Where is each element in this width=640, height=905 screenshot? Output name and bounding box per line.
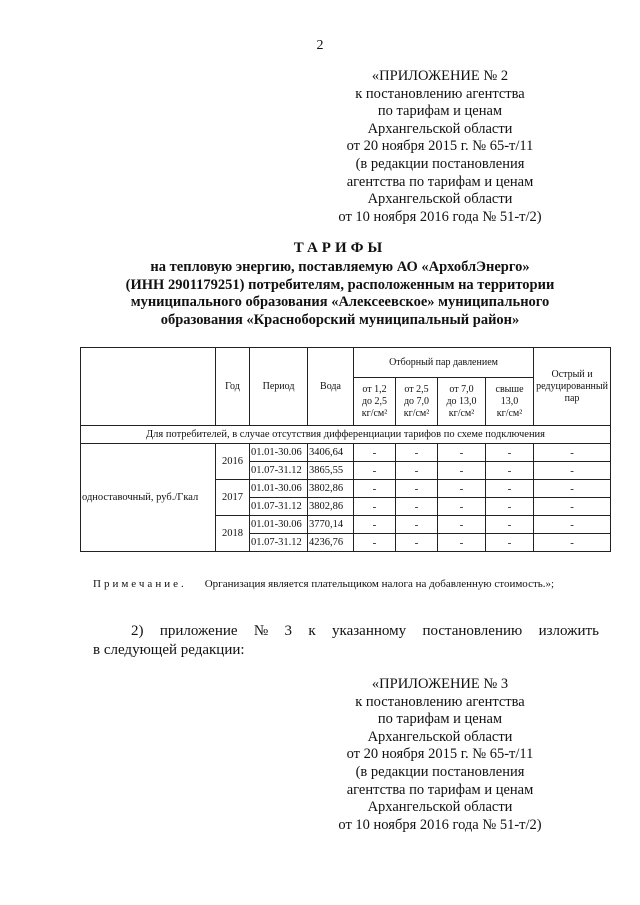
table-row <box>81 444 611 462</box>
appendix-line: к постановлению агентства <box>355 85 525 102</box>
header-text: кг/см² <box>496 407 523 419</box>
water-value: 4236,76 <box>308 534 354 552</box>
dash-cell: - <box>438 534 486 552</box>
year-cell: 2016 <box>216 444 250 480</box>
dash-cell: - <box>534 444 611 462</box>
dash-cell: - <box>534 498 611 516</box>
header-text: пар <box>564 392 580 404</box>
appendix-line: от 20 ноября 2015 г. № 65-т/11 <box>346 138 534 155</box>
dash-cell: - <box>486 498 534 516</box>
appendix-line: (в редакции постановления <box>355 155 525 172</box>
header-13 <box>486 378 534 426</box>
paragraph-word: 2) <box>131 623 144 639</box>
dash-cell: - <box>354 462 396 480</box>
year-cell: 2018 <box>216 516 250 552</box>
document-subtitle <box>60 259 620 329</box>
tariff-table <box>80 347 611 552</box>
page-number: 2 <box>316 38 324 53</box>
paragraph-word: к <box>308 623 316 639</box>
row-label: одноставочный, руб./Гкал <box>81 444 216 552</box>
appendix-line: Архангельской области <box>367 728 513 745</box>
appendix-3-header <box>310 676 570 834</box>
dash-cell: - <box>396 534 438 552</box>
dash-cell: - <box>534 534 611 552</box>
header-1-2 <box>354 378 396 426</box>
period-cell: 01.01-30.06 <box>250 480 308 498</box>
dash-cell: - <box>396 498 438 516</box>
header-text: до 7,0 <box>403 395 430 407</box>
header-text: Острый и <box>551 368 593 380</box>
paragraph-word: изложить <box>538 623 599 639</box>
header-text: кг/см² <box>448 407 475 419</box>
header-7-0 <box>438 378 486 426</box>
water-value: 3406,64 <box>308 444 354 462</box>
dash-cell: - <box>438 498 486 516</box>
dash-cell: - <box>354 498 396 516</box>
water-value: 3865,55 <box>308 462 354 480</box>
header-text: от 7,0 <box>449 383 474 395</box>
dash-cell: - <box>438 462 486 480</box>
dash-cell: - <box>354 444 396 462</box>
water-value: 3770,14 <box>308 516 354 534</box>
header-text: от 1,2 <box>362 383 387 395</box>
appendix-line: агентства по тарифам и ценам <box>346 781 534 798</box>
header-text: свыше <box>495 383 524 395</box>
appendix-line: (в редакции постановления <box>355 763 525 780</box>
dash-cell: - <box>486 516 534 534</box>
document-title: ТАРИФЫ <box>293 240 387 256</box>
appendix-line: к постановлению агентства <box>355 693 525 710</box>
dash-cell: - <box>396 462 438 480</box>
dash-cell: - <box>354 516 396 534</box>
header-period: Период <box>250 348 308 426</box>
dash-cell: - <box>354 480 396 498</box>
header-text: до 13,0 <box>446 395 477 407</box>
note-text: Организация является плательщиком налога на добавленную стоимость.»; <box>204 578 555 590</box>
water-value: 3802,86 <box>308 480 354 498</box>
header-text: кг/см² <box>361 407 388 419</box>
dash-cell: - <box>486 534 534 552</box>
appendix-line: от 10 ноября 2016 года № 51-т/2) <box>338 208 542 225</box>
period-cell: 01.01-30.06 <box>250 444 308 462</box>
header-text: от 2,5 <box>404 383 429 395</box>
header-steam-group: Отборный пар давлением <box>354 348 534 378</box>
dash-cell: - <box>396 516 438 534</box>
appendix-line: «ПРИЛОЖЕНИЕ № 3 <box>371 676 509 692</box>
dash-cell: - <box>438 516 486 534</box>
subtitle-line: муниципального образования «Алексеевское» муниципального <box>130 294 550 310</box>
dash-cell: - <box>438 480 486 498</box>
table-note <box>93 578 554 590</box>
header-2-5 <box>396 378 438 426</box>
dash-cell: - <box>486 444 534 462</box>
paragraph-line: в следующей редакции: <box>93 642 245 658</box>
header-sharp-steam <box>534 348 611 426</box>
header-text: 13,0 <box>500 395 519 407</box>
header-text: редуцированный <box>536 380 608 392</box>
period-cell: 01.07-31.12 <box>250 534 308 552</box>
note-label: Примечание. <box>93 578 187 590</box>
period-cell: 01.07-31.12 <box>250 462 308 480</box>
paragraph-word: указанному <box>332 623 407 639</box>
period-cell: 01.07-31.12 <box>250 498 308 516</box>
appendix-line: Архангельской области <box>367 120 513 137</box>
appendix-2-header <box>310 68 570 226</box>
appendix-line: от 10 ноября 2016 года № 51-т/2) <box>338 816 542 833</box>
dash-cell: - <box>486 462 534 480</box>
appendix-line: по тарифам и ценам <box>377 711 503 728</box>
header-text: кг/см² <box>403 407 430 419</box>
water-value: 3802,86 <box>308 498 354 516</box>
dash-cell: - <box>534 516 611 534</box>
paragraph-word: постановлению <box>422 623 523 639</box>
dash-cell: - <box>438 444 486 462</box>
dash-cell: - <box>354 534 396 552</box>
dash-cell: - <box>396 480 438 498</box>
header-water: Вода <box>308 348 354 426</box>
appendix-line: «ПРИЛОЖЕНИЕ № 2 <box>371 68 509 84</box>
dash-cell: - <box>534 480 611 498</box>
appendix-line: Архангельской области <box>367 191 513 208</box>
appendix-line: по тарифам и ценам <box>377 103 503 120</box>
dash-cell: - <box>396 444 438 462</box>
year-cell: 2017 <box>216 480 250 516</box>
appendix-line: агентства по тарифам и ценам <box>346 173 534 190</box>
header-year: Год <box>216 348 250 426</box>
corner-cell <box>81 348 216 426</box>
dash-cell: - <box>534 462 611 480</box>
appendix-line: Архангельской области <box>367 799 513 816</box>
paragraph-line <box>93 622 599 641</box>
subtitle-line: образования «Красноборский муниципальный район» <box>160 311 520 328</box>
dash-cell: - <box>486 480 534 498</box>
paragraph-word: 3 <box>284 623 293 639</box>
table-subheader: Для потребителей, в случае отсутствия дифференциации тарифов по схеме подключения <box>81 426 611 444</box>
appendix-line: от 20 ноября 2015 г. № 65-т/11 <box>346 746 534 763</box>
header-text: до 2,5 <box>361 395 388 407</box>
subtitle-line: на тепловую энергию, поставляемую АО «АрхоблЭнерго» <box>150 259 530 275</box>
period-cell: 01.01-30.06 <box>250 516 308 534</box>
subtitle-line: (ИНН 2901179251) потребителям, расположенным на территории <box>125 276 555 293</box>
paragraph-word: № <box>253 623 269 639</box>
body-paragraph <box>93 622 599 660</box>
paragraph-word: приложение <box>159 623 238 639</box>
